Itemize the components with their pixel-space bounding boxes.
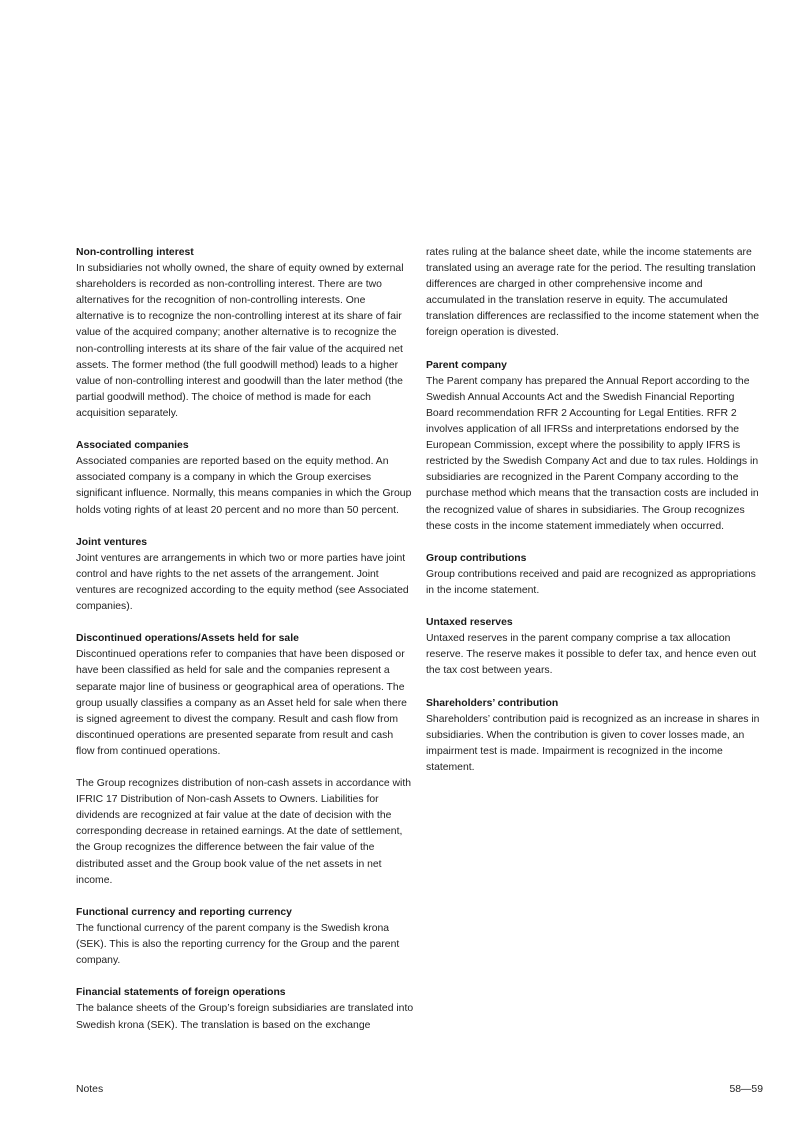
section-paragraph: The Group recognizes distribution of non-cash assets in accordance with IFRIC 17 Distribution of Non-cash Assets to Owners. Liabilities for dividends are recognized at fair value at the date of decision with the corresponding decrease in retained earnings. At the date of settlement, the Group recognizes the difference between the fair value of the distributed asset and the Group book value of the net assets in net income.: [76, 778, 411, 886]
section-paragraph: The Parent company has prepared the Annual Report according to the Swedish Annual Accounts Act and the Swedish Financial Reporting Board recommendation RFR 2 Accounting for Legal Entities. RFR 2 involves application of all IFRSs and interpretations endorsed by the European Commission, except where the possibility to apply IFRS is restricted by the Swedish Company Act and due to tax rules. Holdings in subsidiaries are recognized in the Parent Company according to the purchase method which means that the transaction costs are included in the recognized value of shares in subsidiaries. The Group recognizes these costs in the income statement immediately when occurred.: [426, 375, 759, 532]
section-paragraph: Discontinued operations refer to companies that have been disposed or have been classified as held for sale and the companies represent a separate major line of business or geographical area of operations. The group usually classifies a company as an Asset held for sale when there is signed agreement to divest the company. Result and cash flow from discontinued operations are presented separate from result and cash flow from continued operations.: [76, 649, 407, 757]
section-heading: Group contributions: [426, 552, 527, 564]
section-functional-currency: [76, 905, 414, 969]
section-shareholders-contribution: [426, 696, 764, 776]
right-column: [426, 245, 764, 792]
section-paragraph: The functional currency of the parent company is the Swedish krona (SEK). This is also the reporting currency for the Group and the parent company.: [76, 922, 400, 967]
section-heading: Financial statements of foreign operations: [76, 987, 286, 999]
section-heading: Parent company: [426, 359, 507, 371]
left-column: [76, 245, 414, 1050]
section-paragraph: Shareholders’ contribution paid is recognized as an increase in shares in subsidiaries. When the contribution is given to cover losses made, an impairment test is made. Impairment is recognized in the income statement.: [426, 713, 760, 773]
section-heading: Associated companies: [76, 440, 189, 452]
section-heading: Non-controlling interest: [76, 247, 194, 258]
section-heading: Untaxed reserves: [426, 617, 513, 629]
section-group-contributions: [426, 551, 764, 599]
section-paragraph: In subsidiaries not wholly owned, the share of equity owned by external shareholders is recorded as non-controlling interest. There are two alternatives for the recognition of non-controlling interests. One alternative is to recognize the non-controlling interest at its share of fair value of the acquired company; another alternative is to recognize the non-controlling interests at its share of the fair value of the acquired net assets. The former method (the full goodwill method) leads to a higher value of non-controlling interest and goodwill than the later method (the partial goodwill method). The choice of method is made for each acquisition separately.: [76, 263, 404, 419]
section-paragraph: Joint ventures are arrangements in which two or more parties have joint control and have rights to the net assets of the arrangement. Joint ventures are recognized according to the equity method (see Associated companies).: [76, 552, 409, 613]
section-paragraph: rates ruling at the balance sheet date, while the income statements are translated using an average rate for the period. The resulting translation differences are charged in other comprehensive income and accumulated in the translation reserve in equity. The accumulated translation differences are reclassified to the income statement when the foreign operation is divested.: [426, 247, 760, 339]
section-foreign-operations-continued: [426, 245, 764, 342]
section-paragraph: The balance sheets of the Group’s foreign subsidiaries are translated into Swedish krona (SEK). The translation is based on the exchange: [76, 1003, 414, 1031]
section-paragraph: Associated companies are reported based on the equity method. An associated company is a company in which the Group exercises significant influence. Normally, this means companies in which the Group holds voting rights of at least 20 percent and no more than 50 percent.: [76, 456, 412, 516]
section-foreign-operations: [76, 985, 414, 1033]
section-heading: Discontinued operations/Assets held for sale: [76, 633, 299, 645]
page-numbers: 58—59: [729, 1084, 763, 1095]
section-parent-company: [426, 358, 764, 535]
section-non-controlling-interest: [76, 245, 414, 422]
section-heading: Shareholders’ contribution: [426, 697, 559, 709]
section-paragraph: Untaxed reserves in the parent company comprise a tax allocation reserve. The reserve makes it possible to defer tax, and hence even out the tax cost between years.: [426, 633, 757, 677]
section-heading: Joint ventures: [76, 536, 148, 548]
section-heading: Functional currency and reporting currency: [76, 906, 292, 918]
footer-section-label: Notes: [76, 1084, 104, 1095]
section-joint-ventures: [76, 535, 414, 615]
section-untaxed-reserves: [426, 615, 764, 679]
section-paragraph: Group contributions received and paid are recognized as appropriations in the income statement.: [426, 568, 756, 596]
section-discontinued-operations: [76, 631, 414, 889]
section-associated-companies: [76, 438, 414, 518]
